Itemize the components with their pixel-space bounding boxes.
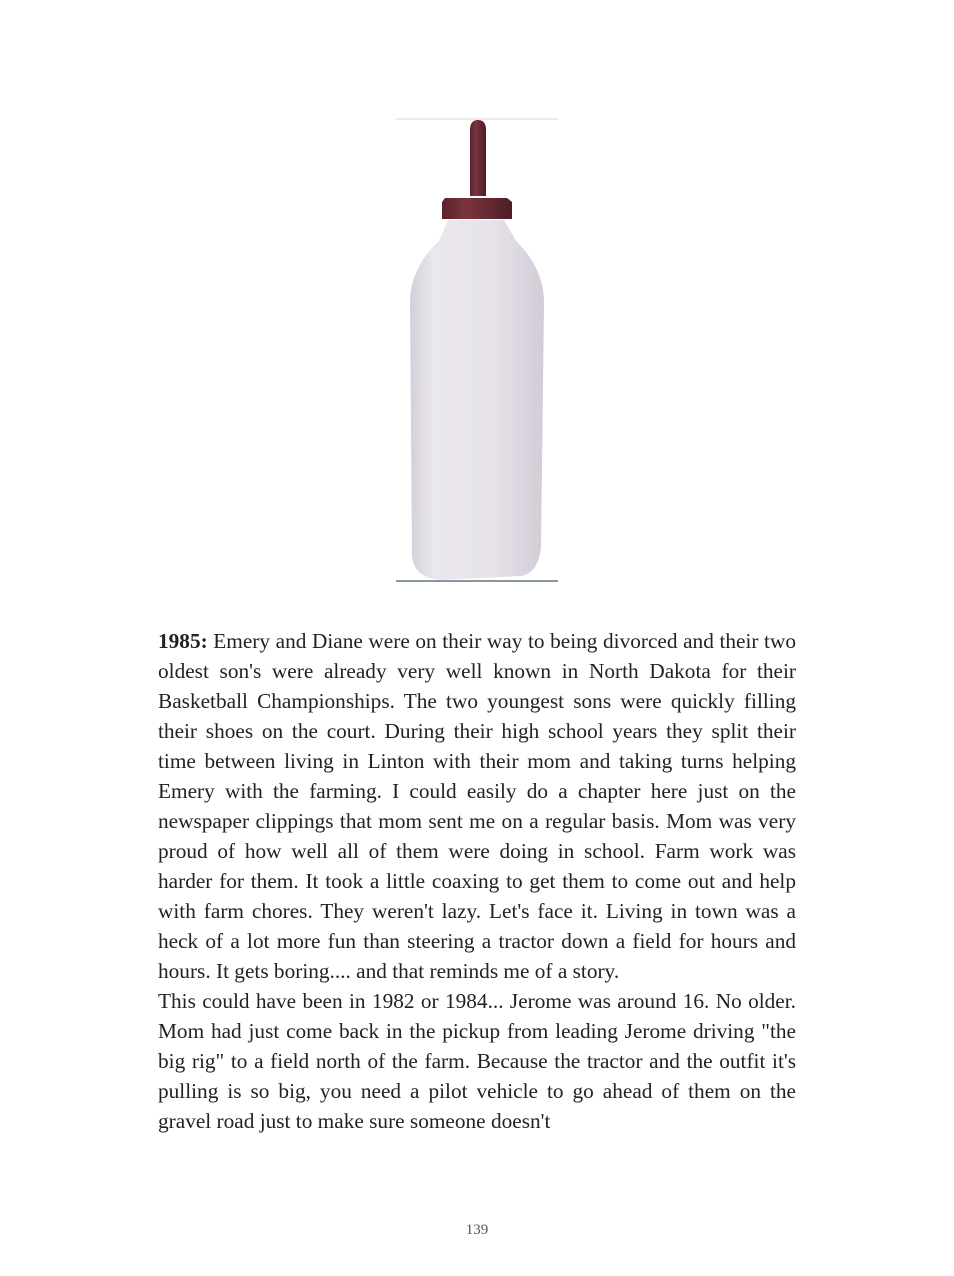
body-text — [158, 626, 796, 1136]
paragraph-2: This could have been in 1982 or 1984... Jerome was around 16. No older. Mom had just come back in the pickup from leading Jerome driving "the big rig" to a field north of the farm. Because the tractor and the outfit it's pulling is so big, you need a pilot vehicle to go ahead of them on the gravel road just to make sure someone doesn't — [158, 989, 796, 1133]
year-label: 1985: — [158, 629, 208, 653]
milk-bottle-icon — [396, 118, 558, 584]
page-number: 139 — [465, 1222, 489, 1238]
paragraph-1-text: Emery and Diane were on their way to being divorced and their two oldest son's were already very well known in North Dakota for their Basketball Championships. The two youngest sons were quickly filling their shoes on the court. During their high school years they split their time between living in Linton with their mom and taking turns helping Emery with the farming. I could easily do a chapter here just on the newspaper clippings that mom sent me on a regular basis. Mom was very proud of how well all of them were doing in school. Farm work was harder for them. It took a little coaxing to get them to come out and help with farm chores. They weren't lazy. Let's face it. Living in town was a heck of a lot more fun than steering a tractor down a field for hours and hours. It gets boring.... and that reminds me of a story. — [158, 629, 796, 983]
bottle-figure — [396, 118, 558, 584]
paragraph-1985 — [158, 626, 796, 986]
